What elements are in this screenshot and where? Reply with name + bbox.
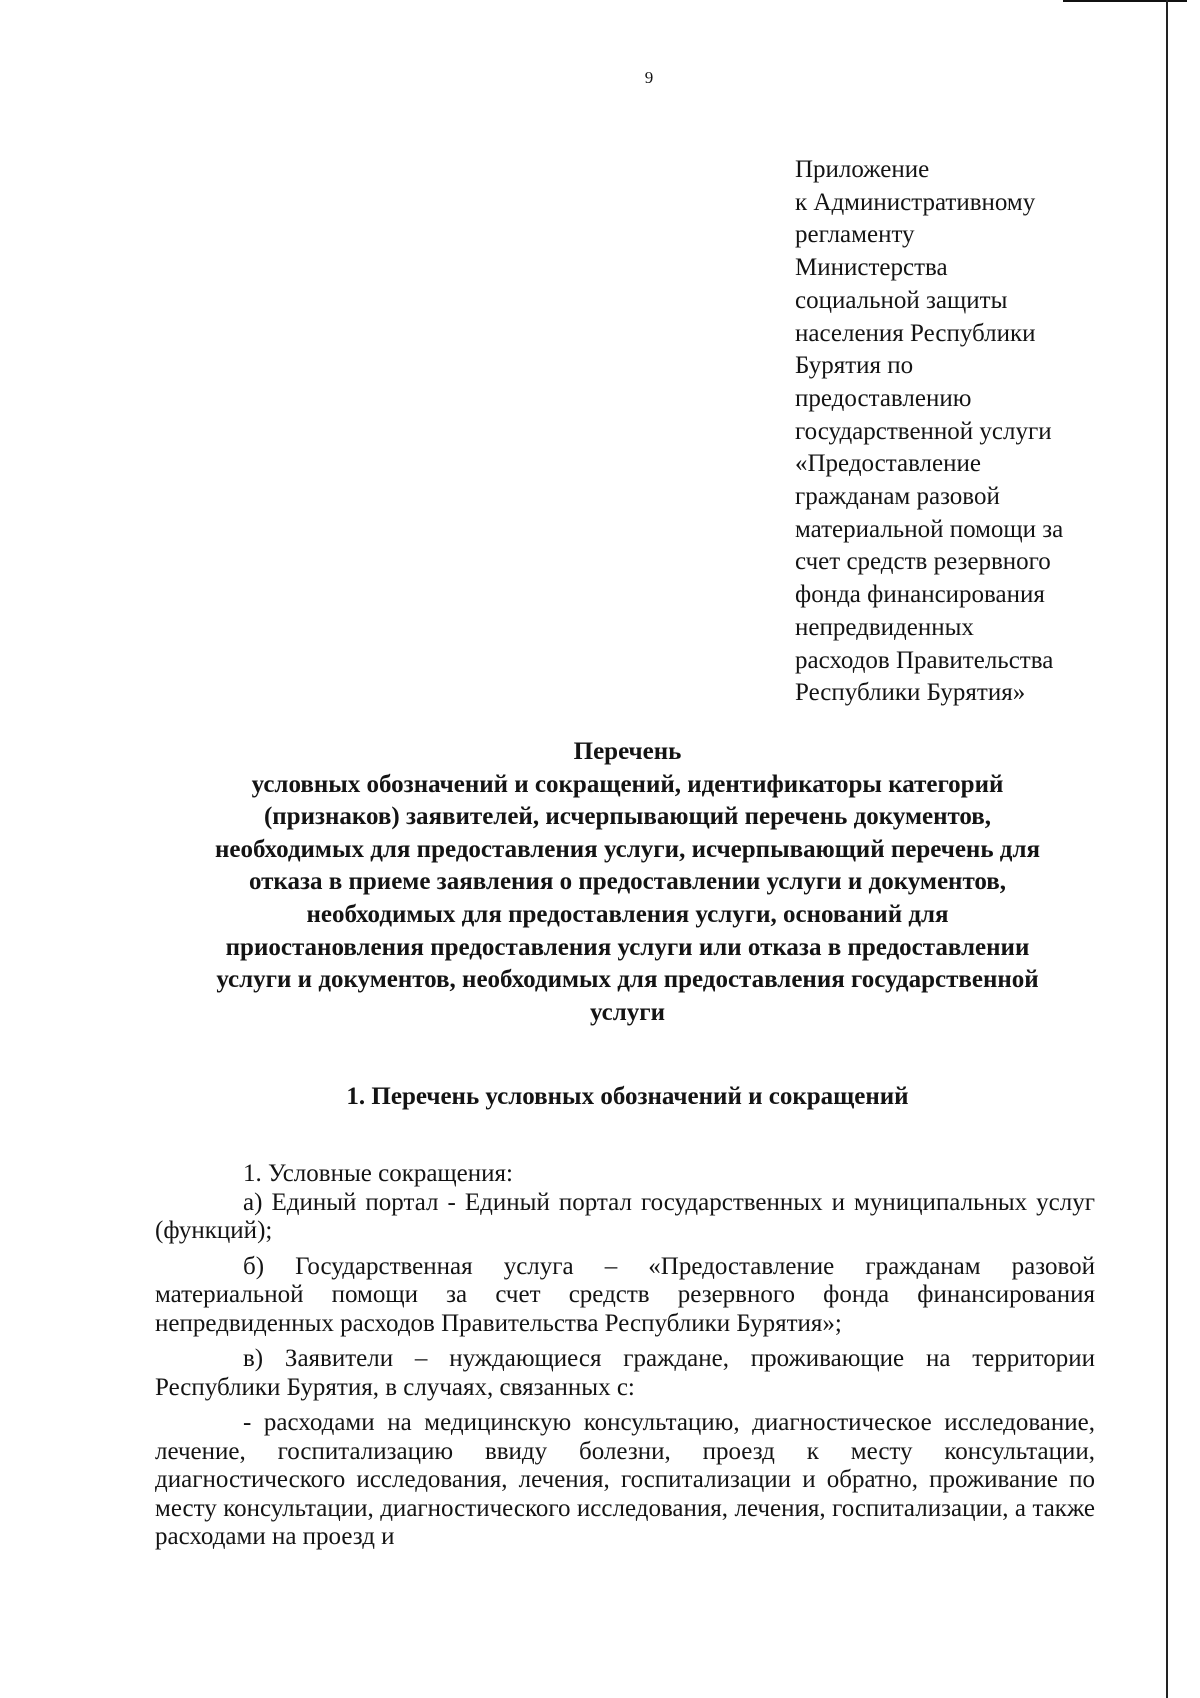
page-number: 9 xyxy=(644,68,654,87)
paragraph-abbreviations-intro: 1. Условные сокращения: xyxy=(243,1160,513,1187)
paragraph-item-b: б) Государственная услуга – «Предоставление гражданам разовой материальной помощи за счет средств резервного фонда финансирования непредвиденных расходов Правительства Республики Бурятия»; xyxy=(155,1252,1095,1337)
appendix-line: Министерства xyxy=(795,254,948,282)
appendix-line: Республики Бурятия» xyxy=(795,679,1026,707)
appendix-line: гражданам разовой xyxy=(795,483,1000,511)
appendix-line: к Административному xyxy=(795,188,1036,216)
appendix-line: фонда финансирования xyxy=(795,581,1045,609)
paragraph-dash-item: - расходами на медицинскую консультацию, диагностическое исследование, лечение, госпитализацию ввиду болезни, проезд к месту консультации, диагностического исследования, лечения, госпитализации и обратно, проживание по месту консультации, диагностического исследования, лечения, госпитализации, а также расходами на проезд и xyxy=(155,1409,1095,1550)
appendix-line: социальной защиты xyxy=(795,286,1008,314)
appendix-line: расходов Правительства xyxy=(795,646,1054,674)
title-line: Перечень xyxy=(573,738,682,765)
title-line: услуги xyxy=(589,998,666,1026)
appendix-line: счет средств резервного xyxy=(795,548,1051,576)
section-heading: 1. Перечень условных обозначений и сокращений xyxy=(346,1083,909,1110)
title-line: услуги и документов, необходимых для предоставления государственной xyxy=(216,966,1039,994)
title-line: приостановления предоставления услуги или отказа в предоставлении xyxy=(225,933,1030,961)
title-line: необходимых для предоставления услуги, оснований для xyxy=(306,900,949,928)
appendix-note xyxy=(795,154,1125,710)
paragraph-item-a: а) Единый портал - Единый портал государственных и муниципальных услуг (функций); xyxy=(155,1188,1095,1244)
appendix-line: Приложение xyxy=(795,156,930,183)
title-line: отказа в приеме заявления о предоставлении услуги и документов, xyxy=(248,868,1007,896)
document-title xyxy=(150,736,1105,1029)
appendix-line: регламенту xyxy=(795,221,915,249)
title-line: (признаков) заявителей, исчерпывающий перечень документов, xyxy=(263,803,992,831)
scan-border-right xyxy=(1166,0,1168,1698)
appendix-line: «Предоставление xyxy=(795,450,981,478)
appendix-line: населения Республики xyxy=(795,319,1036,347)
appendix-line: предоставлению xyxy=(795,384,972,412)
body-text xyxy=(155,1160,1095,1552)
appendix-line: Бурятия по xyxy=(795,352,914,380)
appendix-line: государственной услуги xyxy=(795,417,1052,445)
title-line: необходимых для предоставления услуги, исчерпывающий перечень для xyxy=(215,835,1040,863)
paragraph-item-v: в) Заявители – нуждающиеся граждане, проживающие на территории Республики Бурятия, в случаях, связанных с: xyxy=(155,1345,1095,1401)
scan-border-top xyxy=(1063,0,1187,2)
appendix-line: непредвиденных xyxy=(795,613,974,641)
title-line: условных обозначений и сокращений, идентификаторы категорий xyxy=(251,770,1004,798)
appendix-line: материальной помощи за xyxy=(795,515,1064,543)
